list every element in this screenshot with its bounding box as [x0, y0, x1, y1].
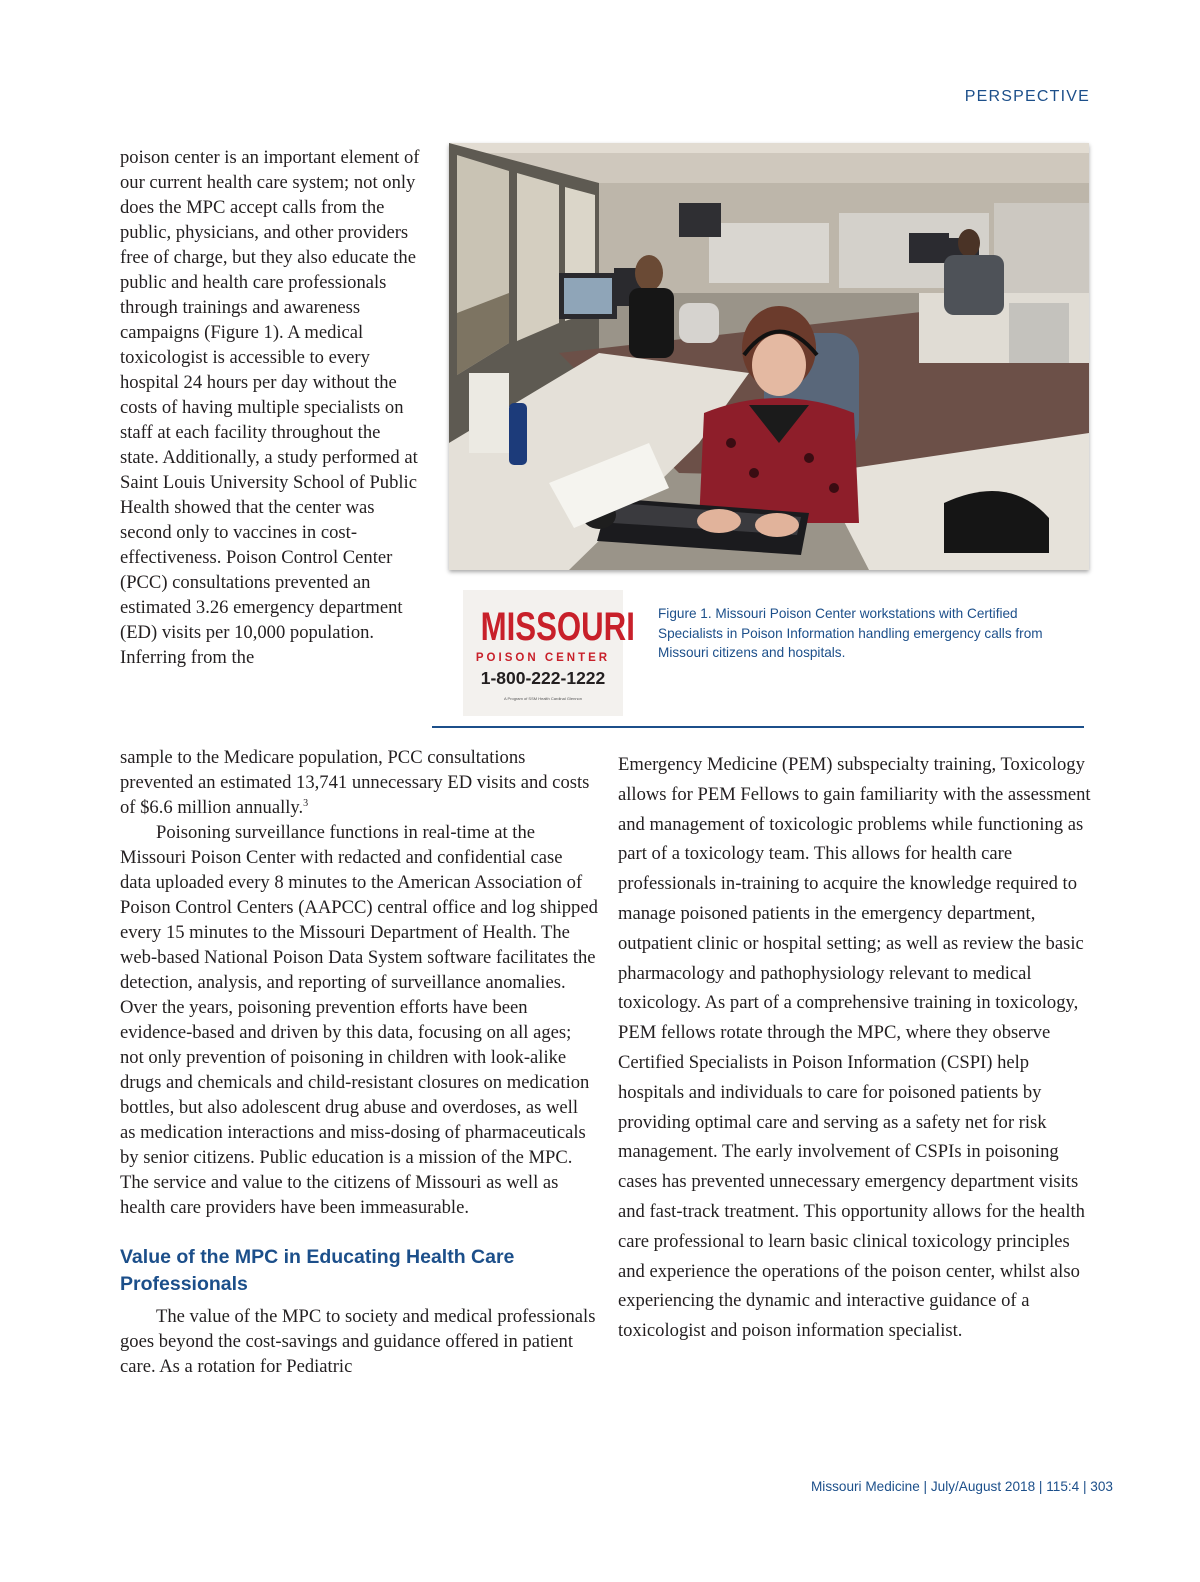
- paragraph-continuation: [120, 745, 598, 820]
- section-label: PERSPECTIVE: [964, 88, 1090, 105]
- left-column-top: [120, 145, 420, 670]
- paragraph: poison center is an important element of our current health care system; not only does the MPC accept calls from the public, physicians, and other providers free of charge, but they also educate the public and health care professionals through trainings and awareness campaigns (Figure 1). A medical toxicologist is accessible to every hospital 24 hours per day without the costs of having multiple specialists on staff at each facility throughout the state. Additionally, a study performed at Saint Louis University School of Public Health showed that the center was second only to vaccines in cost-effectiveness. Poison Control Center (PCC) consultations prevented an estimated 3.26 emergency department (ED) visits per 10,000 population. Inferring from the: [120, 147, 420, 668]
- continuation-text: sample to the Medicare population, PCC consultations prevented an estimated 13,741 unnecessary ED visits and costs of $6.6 million annually.: [120, 747, 590, 818]
- paragraph: Emergency Medicine (PEM) subspecialty training, Toxicology allows for PEM Fellows to gain familiarity with the assessment and management of toxicologic problems while functioning as part of a toxicology team. This allows for health care professionals in-training to acquire the knowledge required to manage poisoned patients in the emergency department, outpatient clinic or hospital setting; as well as review the basic pharmacology and pathophysiology relevant to medical toxicology. As part of a comprehensive training in toxicology, PEM fellows rotate through the MPC, where they observe Certified Specialists in Poison Information (CSPI) help hospitals and individuals to care for poisoned patients by providing optimal care and serving as a safety net for risk management. The early involvement of CSPIs in poisoning cases has prevented unnecessary emergency department visits and fast-track treatment. This opportunity allows for the health care professional to learn basic clinical toxicology principles and experience the operations of the poison center, whilst also experiencing the dynamic and interactive guidance of a toxicologist and poison information specialist.: [618, 754, 1091, 1342]
- logo-title: MISSOURI: [480, 605, 635, 649]
- figure-photo: [449, 143, 1089, 570]
- missouri-poison-center-logo: [463, 590, 635, 716]
- reference-marker: 3: [303, 797, 309, 809]
- figure-divider: [432, 726, 1084, 728]
- logo-phone: 1-800-222-1222: [480, 668, 606, 688]
- logo-tagline: A Program of SSM Health Cardinal Glennon: [503, 696, 583, 701]
- left-column-main: [120, 745, 598, 1379]
- paragraph: The value of the MPC to society and medical professionals goes beyond the cost-savings and guidance offered in patient care. As a rotation for Pediatric: [120, 1306, 596, 1377]
- page-footer: Missouri Medicine | July/August 2018 | 115:4 | 303: [810, 1479, 1113, 1494]
- office-photo-illustration: [449, 143, 1089, 570]
- paragraph: Poisoning surveillance functions in real-time at the Missouri Poison Center with redacted and confidential case data uploaded every 8 minutes to the American Association of Poison Control Centers (AAPCC) central office and log shipped every 15 minutes to the Missouri Department of Health. The web-based National Poison Data System software facilitates the detection, analysis, and reporting of surveillance anomalies. Over the years, poisoning prevention efforts have been evidence-based and driven by this data, focusing on all ages; not only prevention of poisoning in children with look-alike drugs and chemicals and child-resistant closures on medication bottles, but also adolescent drug abuse and overdoses, as well as medication interactions and miss-dosing of pharmaceuticals by senior citizens. Public education is a mission of the MPC. The service and value to the citizens of Missouri as well as health care providers have been immeasurable.: [120, 822, 598, 1218]
- figure-caption: Figure 1. Missouri Poison Center workstations with Certified Specialists in Poison Information handling emergency calls from Missouri citizens and hospitals.: [658, 606, 1043, 660]
- right-column: [618, 750, 1096, 1346]
- section-heading: Value of the MPC in Educating Health Care Professionals: [120, 1246, 515, 1295]
- logo-subtitle: POISON CENTER: [475, 652, 611, 664]
